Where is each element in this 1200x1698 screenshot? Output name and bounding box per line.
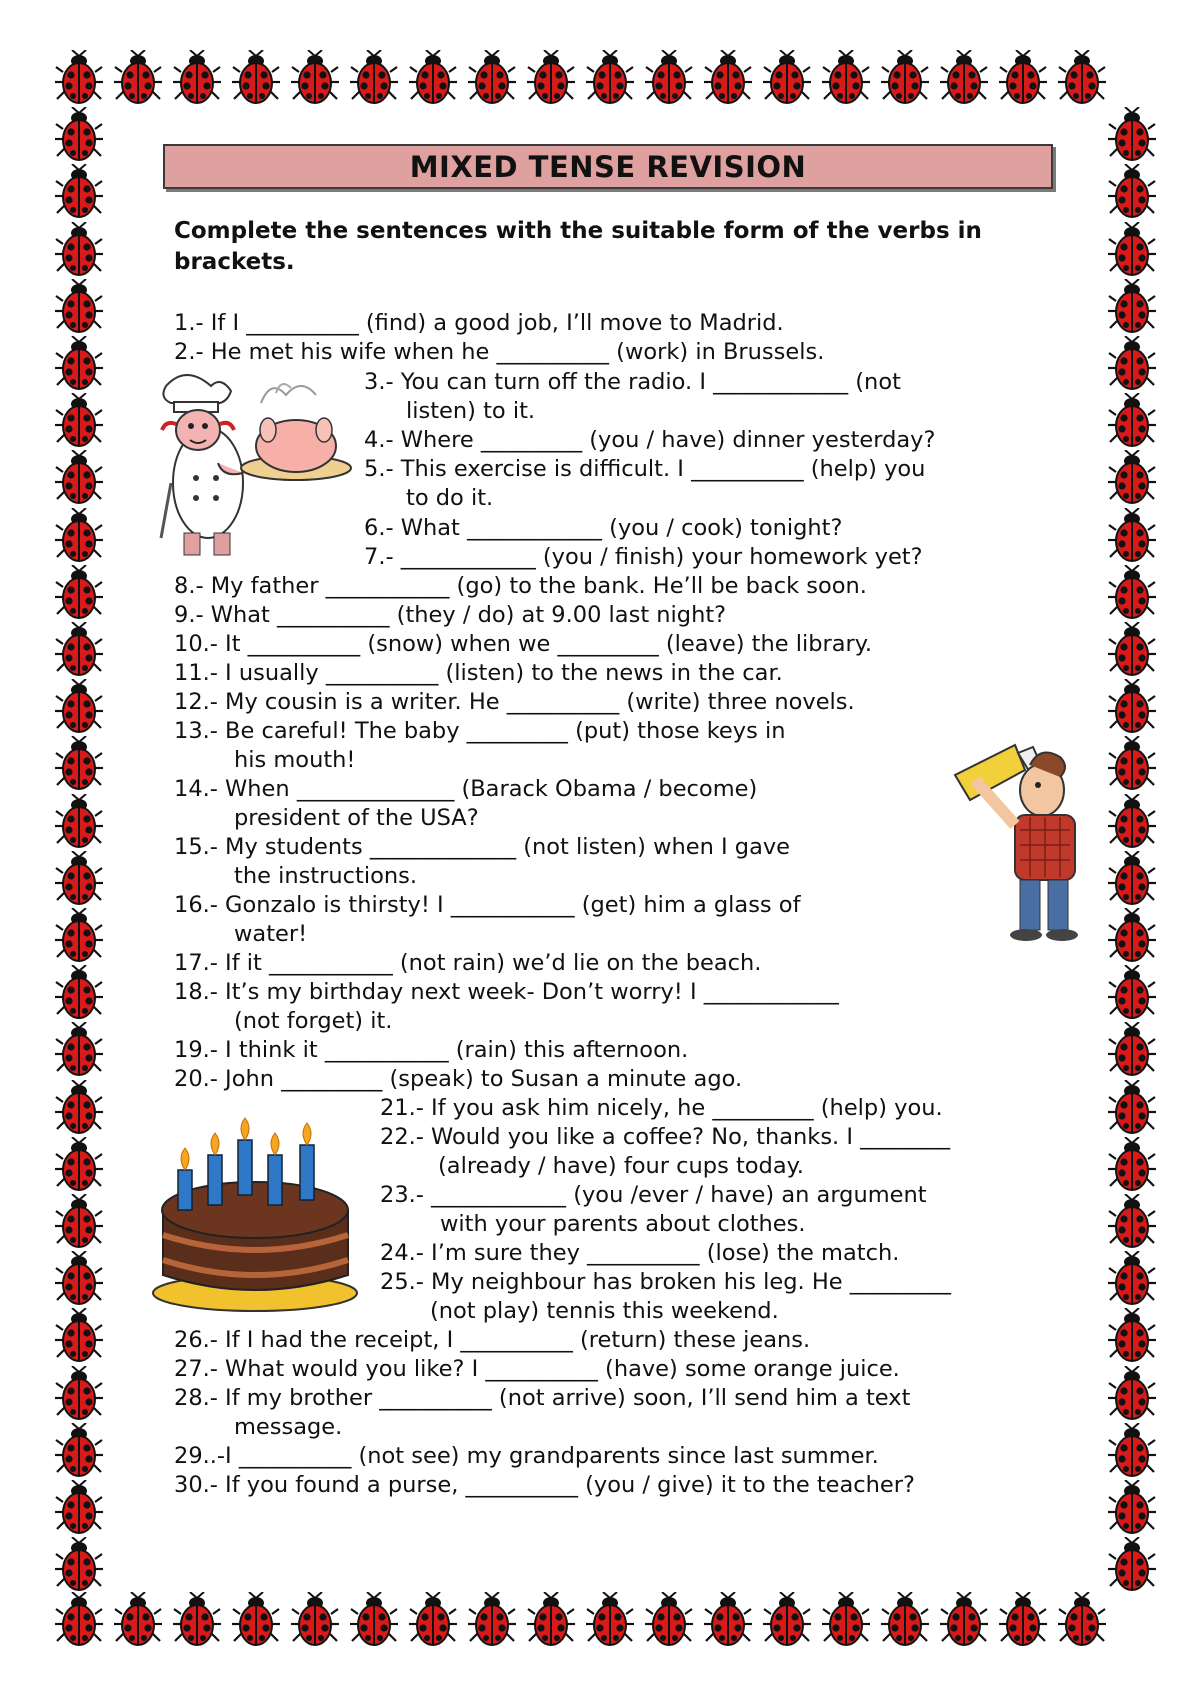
page-title: MIXED TENSE REVISION bbox=[409, 149, 807, 184]
exercise-line: 22.- Would you like a coffee? No, thanks. I ________ bbox=[380, 1124, 951, 1150]
ladybug-icon bbox=[704, 50, 752, 106]
exercise-line: to do it. bbox=[406, 485, 494, 511]
ladybug-icon bbox=[55, 107, 103, 163]
exercise-line: 14.- When ______________ (Barack Obama / become) bbox=[174, 776, 758, 802]
ladybug-icon bbox=[55, 965, 103, 1021]
exercise-line: 19.- I think it ___________ (rain) this afternoon. bbox=[174, 1037, 689, 1063]
exercise-line: 26.- If I had the receipt, I __________ (return) these jeans. bbox=[174, 1327, 811, 1353]
ladybug-icon bbox=[1108, 679, 1156, 735]
exercise-line: 21.- If you ask him nicely, he _________ (help) you. bbox=[380, 1095, 943, 1121]
ladybug-icon bbox=[1108, 1137, 1156, 1193]
exercise-line: (not forget) it. bbox=[234, 1008, 393, 1034]
ladybug-icon bbox=[1108, 450, 1156, 506]
birthday-cake-image bbox=[148, 1115, 363, 1315]
ladybug-icon bbox=[940, 1592, 988, 1648]
ladybug-icon bbox=[468, 50, 516, 106]
ladybug-icon bbox=[173, 1592, 221, 1648]
exercise-line: with your parents about clothes. bbox=[440, 1211, 806, 1237]
ladybug-icon bbox=[55, 1137, 103, 1193]
ladybug-icon bbox=[1108, 164, 1156, 220]
ladybug-icon bbox=[55, 1308, 103, 1364]
ladybug-icon bbox=[291, 1592, 339, 1648]
ladybug-icon bbox=[586, 50, 634, 106]
ladybug-icon bbox=[1108, 508, 1156, 564]
ladybug-icon bbox=[55, 508, 103, 564]
exercise-line: 5.- This exercise is difficult. I __________ (help) you bbox=[364, 456, 926, 482]
exercise-line: water! bbox=[234, 921, 308, 947]
ladybug-icon bbox=[1108, 1366, 1156, 1422]
ladybug-icon bbox=[1108, 851, 1156, 907]
exercise-line: 2.- He met his wife when he __________ (work) in Brussels. bbox=[174, 339, 825, 365]
exercise-line: 24.- I’m sure they __________ (lose) the match. bbox=[380, 1240, 900, 1266]
ladybug-icon bbox=[645, 50, 693, 106]
man-drinking-image bbox=[930, 735, 1110, 945]
ladybug-icon bbox=[55, 1537, 103, 1593]
exercise-line: 16.- Gonzalo is thirsty! I ___________ (get) him a glass of bbox=[174, 892, 801, 918]
ladybug-icon bbox=[114, 1592, 162, 1648]
ladybug-icon bbox=[1108, 1194, 1156, 1250]
ladybug-icon bbox=[1108, 1423, 1156, 1479]
ladybug-icon bbox=[55, 164, 103, 220]
ladybug-icon bbox=[232, 50, 280, 106]
exercise-line: 9.- What __________ (they / do) at 9.00 last night? bbox=[174, 602, 727, 628]
exercise-line: 18.- It’s my birthday next week- Don’t worry! I ____________ bbox=[174, 979, 839, 1005]
ladybug-icon bbox=[55, 50, 103, 106]
ladybug-icon bbox=[55, 565, 103, 621]
exercise-line: 20.- John _________ (speak) to Susan a minute ago. bbox=[174, 1066, 743, 1092]
exercise-line: 30.- If you found a purse, __________ (you / give) it to the teacher? bbox=[174, 1472, 915, 1498]
ladybug-icon bbox=[1108, 393, 1156, 449]
exercise-line: 6.- What ____________ (you / cook) tonight? bbox=[364, 515, 843, 541]
exercise-line: 12.- My cousin is a writer. He __________ (write) three novels. bbox=[174, 689, 855, 715]
ladybug-icon bbox=[586, 1592, 634, 1648]
ladybug-icon bbox=[55, 1080, 103, 1136]
ladybug-icon bbox=[704, 1592, 752, 1648]
ladybug-icon bbox=[55, 1251, 103, 1307]
ladybug-icon bbox=[1108, 794, 1156, 850]
exercise-line: 7.- ____________ (you / finish) your homework yet? bbox=[364, 544, 923, 570]
ladybug-icon bbox=[55, 222, 103, 278]
ladybug-icon bbox=[1108, 908, 1156, 964]
ladybug-icon bbox=[527, 1592, 575, 1648]
exercise-line: president of the USA? bbox=[234, 805, 479, 831]
exercise-line: message. bbox=[234, 1414, 343, 1440]
exercise-line: 1.- If I __________ (find) a good job, I’ll move to Madrid. bbox=[174, 310, 784, 336]
ladybug-icon bbox=[1058, 50, 1106, 106]
ladybug-icon bbox=[1058, 1592, 1106, 1648]
ladybug-icon bbox=[409, 1592, 457, 1648]
exercise-line: (already / have) four cups today. bbox=[438, 1153, 804, 1179]
ladybug-icon bbox=[55, 450, 103, 506]
ladybug-icon bbox=[55, 1022, 103, 1078]
ladybug-icon bbox=[1108, 965, 1156, 1021]
ladybug-icon bbox=[55, 794, 103, 850]
ladybug-icon bbox=[350, 50, 398, 106]
ladybug-icon bbox=[55, 1592, 103, 1648]
ladybug-icon bbox=[1108, 107, 1156, 163]
ladybug-icon bbox=[55, 908, 103, 964]
ladybug-icon bbox=[1108, 565, 1156, 621]
exercise-line: 25.- My neighbour has broken his leg. He _________ bbox=[380, 1269, 951, 1295]
ladybug-icon bbox=[291, 50, 339, 106]
exercise-line: 10.- It __________ (snow) when we _________ (leave) the library. bbox=[174, 631, 873, 657]
ladybug-icon bbox=[409, 50, 457, 106]
ladybug-icon bbox=[822, 1592, 870, 1648]
ladybug-icon bbox=[1108, 1251, 1156, 1307]
ladybug-icon bbox=[55, 1480, 103, 1536]
exercise-line: 15.- My students _____________ (not listen) when I gave bbox=[174, 834, 791, 860]
ladybug-icon bbox=[1108, 1080, 1156, 1136]
exercise-line: 29..-I __________ (not see) my grandparents since last summer. bbox=[174, 1443, 879, 1469]
ladybug-icon bbox=[350, 1592, 398, 1648]
ladybug-icon bbox=[55, 393, 103, 449]
ladybug-icon bbox=[999, 1592, 1047, 1648]
ladybug-icon bbox=[173, 50, 221, 106]
exercise-line: 27.- What would you like? I __________ (have) some orange juice. bbox=[174, 1356, 900, 1382]
ladybug-icon bbox=[55, 679, 103, 735]
ladybug-icon bbox=[1108, 622, 1156, 678]
ladybug-icon bbox=[1108, 736, 1156, 792]
chef-with-turkey-image bbox=[136, 368, 356, 568]
exercise-line: listen) to it. bbox=[406, 398, 536, 424]
ladybug-icon bbox=[55, 1194, 103, 1250]
exercise-line: 28.- If my brother __________ (not arrive) soon, I’ll send him a text bbox=[174, 1385, 911, 1411]
ladybug-icon bbox=[1108, 1480, 1156, 1536]
ladybug-icon bbox=[55, 851, 103, 907]
exercise-line: the instructions. bbox=[234, 863, 417, 889]
ladybug-icon bbox=[468, 1592, 516, 1648]
ladybug-icon bbox=[881, 1592, 929, 1648]
ladybug-icon bbox=[55, 336, 103, 392]
ladybug-icon bbox=[881, 50, 929, 106]
ladybug-icon bbox=[999, 50, 1047, 106]
exercise-line: 23.- ____________ (you /ever / have) an argument bbox=[380, 1182, 927, 1208]
ladybug-icon bbox=[763, 1592, 811, 1648]
ladybug-icon bbox=[1108, 336, 1156, 392]
ladybug-icon bbox=[55, 736, 103, 792]
instructions: Complete the sentences with the suitable form of the verbs in brackets. bbox=[174, 218, 982, 275]
ladybug-icon bbox=[1108, 279, 1156, 335]
ladybug-icon bbox=[763, 50, 811, 106]
ladybug-icon bbox=[1108, 222, 1156, 278]
ladybug-icon bbox=[55, 622, 103, 678]
exercise-line: 17.- If it ___________ (not rain) we’d lie on the beach. bbox=[174, 950, 762, 976]
exercise-line: his mouth! bbox=[234, 747, 356, 773]
ladybug-icon bbox=[1108, 1537, 1156, 1593]
ladybug-icon bbox=[55, 1423, 103, 1479]
ladybug-icon bbox=[1108, 1308, 1156, 1364]
ladybug-icon bbox=[527, 50, 575, 106]
exercise-line: 4.- Where _________ (you / have) dinner yesterday? bbox=[364, 427, 936, 453]
ladybug-icon bbox=[114, 50, 162, 106]
ladybug-icon bbox=[232, 1592, 280, 1648]
exercise-line: 11.- I usually __________ (listen) to the news in the car. bbox=[174, 660, 783, 686]
ladybug-icon bbox=[822, 50, 870, 106]
ladybug-icon bbox=[55, 1366, 103, 1422]
exercise-line: (not play) tennis this weekend. bbox=[430, 1298, 779, 1324]
exercise-line: 8.- My father ___________ (go) to the bank. He’ll be back soon. bbox=[174, 573, 867, 599]
ladybug-icon bbox=[55, 279, 103, 335]
exercise-line: 13.- Be careful! The baby _________ (put) those keys in bbox=[174, 718, 786, 744]
ladybug-icon bbox=[645, 1592, 693, 1648]
exercise-line: 3.- You can turn off the radio. I ____________ (not bbox=[364, 369, 901, 395]
ladybug-icon bbox=[940, 50, 988, 106]
ladybug-icon bbox=[1108, 1022, 1156, 1078]
title-box bbox=[163, 144, 1053, 189]
